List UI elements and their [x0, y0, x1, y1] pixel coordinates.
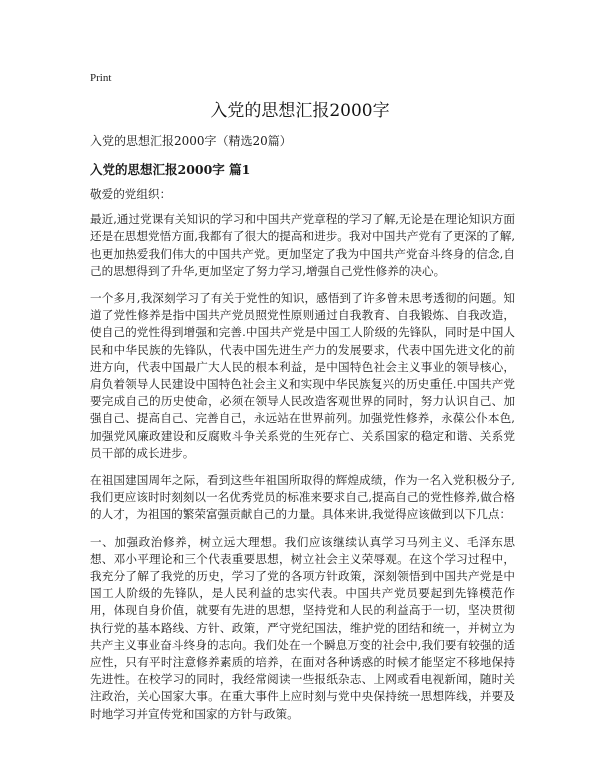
document-subtitle: 入党的思想汇报2000字（精选20篇）	[90, 134, 292, 148]
section-heading: 入党的思想汇报2000字 篇1	[90, 162, 251, 177]
page-title: 入党的思想汇报2000字	[210, 101, 390, 121]
paragraph-4: 一、加强政治修养，树立远大理想。我们应该继续认真学习马列主义、毛泽东思想、邓小平理论和三个代表重要思想，树立社会主义荣辱观。在这个学习过程中，我充分了解了我党的历史，学习了党的各项方针政策，深刻领悟到中国共产党是中国工人阶级的先锋队，是人民利益的忠实代表。中国共产党员要起到先锋模范作用，体现自身价值，就要有先进的思想，坚持党和人民的利益高于一切，坚决贯彻执行党的基本路线、方针、政策，严守党纪国法，维护党的团结和统一，并树立为共产主义事业奋斗终身的志向。我们处在一个瞬息万变的社会中,我们要有较强的适应性，只有平时注意修养素质的培养，在面对各种诱惑的时候才能坚定不移地保持先进性。在校学习的同时，我经常阅读一些报纸杂志、上网或看电视新闻，随时关注政治，关心国家大事。在重大事件上应时刻与党中央保持统一思想阵线，并要及时地学习并宣传党和国家的方针与政策。	[90, 534, 515, 721]
greeting: 敬爱的党组织：	[90, 187, 172, 201]
document-body	[90, 186, 515, 733]
paragraph-3: 在祖国建国周年之际，看到这些年祖国所取得的辉煌成绩，作为一名入党积极分子,我们更应该时时刻刻以一名优秀党员的标准来要求自己,提高自己的党性修养,做合格的人才，为祖国的繁荣富强贡献自己的力量。具体来讲,我觉得应该做到以下几点：	[90, 473, 515, 522]
paragraph-2: 一个多月,我深刻学习了有关于党性的知识，感悟到了许多曾未思考透彻的问题。知道了党性修养是指中国共产党员照党性原则通过自我教育、自我锻炼、自我改造，使自己的党性得到增强和完善.中国共产党是中国工人阶级的先锋队，同时是中国人民和中华民族的先锋队，代表中国先进生产力的发展要求，代表中国先进文化的前进方向，代表中国最广大人民的根本利益，是中国特色社会主义事业的领导核心，肩负着领导人民建设中国特色社会主义和实现中华民族复兴的历史重任.中国共产党要完成自己的历史使命，必须在领导人民改造客观世界的同时，努力认识自己、加强自己、提高自己、完善自己，永远站在世界前列。加强党性修养，永葆公仆本色,加强党风廉政建设和反腐败斗争关系党的生死存亡、关系国家的稳定和谐、关系党员干部的成长进步。	[90, 291, 515, 460]
paragraph-1: 最近,通过党课有关知识的学习和中国共产党章程的学习了解,无论是在理论知识方面还是在思想党悟方面,我都有了很大的提高和进步。我对中国共产党有了更深的了解,也更加热爱我们伟大的中国共产党。更加坚定了我为中国共产党奋斗终身的信念,自己的思想得到了升华,更加坚定了努力学习,增强自己党性修养的决心。	[90, 212, 515, 278]
print-link[interactable]: Print	[90, 72, 112, 84]
